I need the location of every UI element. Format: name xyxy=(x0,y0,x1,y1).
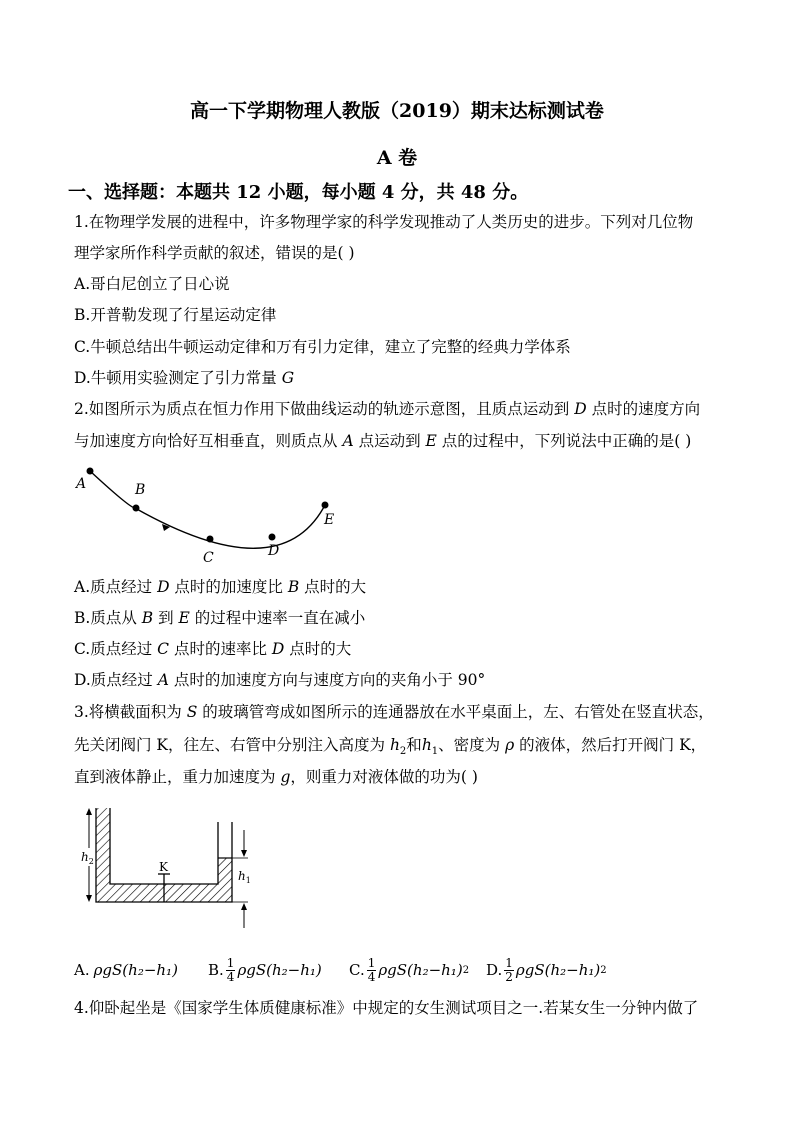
h1-arrow-bottom xyxy=(241,903,247,910)
point-e xyxy=(322,502,329,509)
q2-option-c: C.质点经过 C 点时的速率比 D 点时的大 xyxy=(74,640,352,658)
point-c xyxy=(207,536,214,543)
q3-option-c: C. $\frac{1}{4}$ ρgS(h₂−h₁) 2 xyxy=(349,955,470,984)
h1-arrow-top xyxy=(241,850,247,857)
q1-option-b: B.开普勒发现了行星运动定律 xyxy=(74,306,277,324)
q3-stem-line1: 3.将横截面积为 S 的玻璃管弯成如图所示的连通器放在水平桌面上，左、右管处在竖直状态， xyxy=(74,703,714,721)
point-a xyxy=(87,468,94,475)
h1-label: $h_1$ xyxy=(238,869,251,885)
q3-option-c-fraction: $\frac{1}{4}$ xyxy=(367,955,376,984)
left-liquid xyxy=(96,808,110,902)
q2-stem-line1: 2.如图所示为质点在恒力作用下做曲线运动的轨迹示意图，且质点运动到 D 点时的速度方向 xyxy=(74,400,701,418)
q3-stem-line2: 先关闭阀门 K，往左、右管中分别注入高度为 $h_2$和$h_1$、密度为 ρ 的液体，然后打开阀门 K， xyxy=(74,736,707,758)
label-e: E xyxy=(324,512,335,528)
h2-arrow-bottom xyxy=(86,895,92,902)
label-d: D xyxy=(268,543,280,559)
q3-stem-line3: 直到液体静止，重力加速度为 g，则重力对液体做的功为( ) xyxy=(74,768,478,786)
q1-option-c: C.牛顿总结出牛顿运动定律和万有引力定律，建立了完整的经典力学体系 xyxy=(74,338,571,356)
right-liquid xyxy=(218,858,232,902)
q3-option-b-fraction: $\frac{1}{4}$ xyxy=(226,955,235,984)
h2-label: $h_2$ xyxy=(81,850,94,866)
trajectory-figure xyxy=(70,460,360,570)
q2-stem-line2: 与加速度方向恰好互相垂直，则质点从 A 点运动到 E 点的过程中，下列说法中正确的是( ) xyxy=(74,432,692,450)
q3-option-a: A. ρgS(h₂−h₁) xyxy=(74,961,178,979)
q3-option-d-fraction: $\frac{1}{2}$ xyxy=(505,955,513,984)
q1-option-d: D.牛顿用实验测定了引力常量 G xyxy=(74,369,295,387)
q3-option-b: B. $\frac{1}{4}$ ρgS(h₂−h₁) xyxy=(208,955,322,984)
q4-stem-line1: 4.仰卧起坐是《国家学生体质健康标准》中规定的女生测试项目之一.若某女生一分钟内做了 xyxy=(74,999,699,1017)
q3-options xyxy=(74,955,634,985)
connected-vessel-figure xyxy=(72,800,262,935)
section-heading: 一、选择题：本题共 12 小题，每小题 4 分，共 48 分。 xyxy=(68,182,529,203)
q2-option-b: B.质点从 B 到 E 的过程中速率一直在减小 xyxy=(74,609,366,627)
valve-label: K xyxy=(159,860,168,874)
label-b: B xyxy=(135,482,146,498)
q3-option-d: D. $\frac{1}{2}$ ρgS(h₂−h₁) 2 xyxy=(486,955,607,984)
h2-arrow-top xyxy=(86,808,92,815)
point-d xyxy=(269,534,276,541)
q1-stem-line1: 1.在物理学发展的进程中，许多物理学家的科学发现推动了人类历史的进步。下列对几位物 xyxy=(74,213,694,231)
q2-option-a: A.质点经过 D 点时的加速度比 B 点时的大 xyxy=(74,578,367,596)
page-title: 高一下学期物理人教版（2019）期末达标测试卷 xyxy=(190,100,604,122)
q1-stem-line2: 理学家所作科学贡献的叙述，错误的是( ) xyxy=(74,244,355,262)
page-subtitle: A 卷 xyxy=(376,147,418,169)
label-a: A xyxy=(76,476,87,492)
q2-option-d: D.质点经过 A 点时的加速度方向与速度方向的夹角小于 90° xyxy=(74,671,486,689)
point-b xyxy=(133,505,140,512)
q1-option-a: A.哥白尼创立了日心说 xyxy=(74,275,230,293)
label-c: C xyxy=(203,550,214,566)
